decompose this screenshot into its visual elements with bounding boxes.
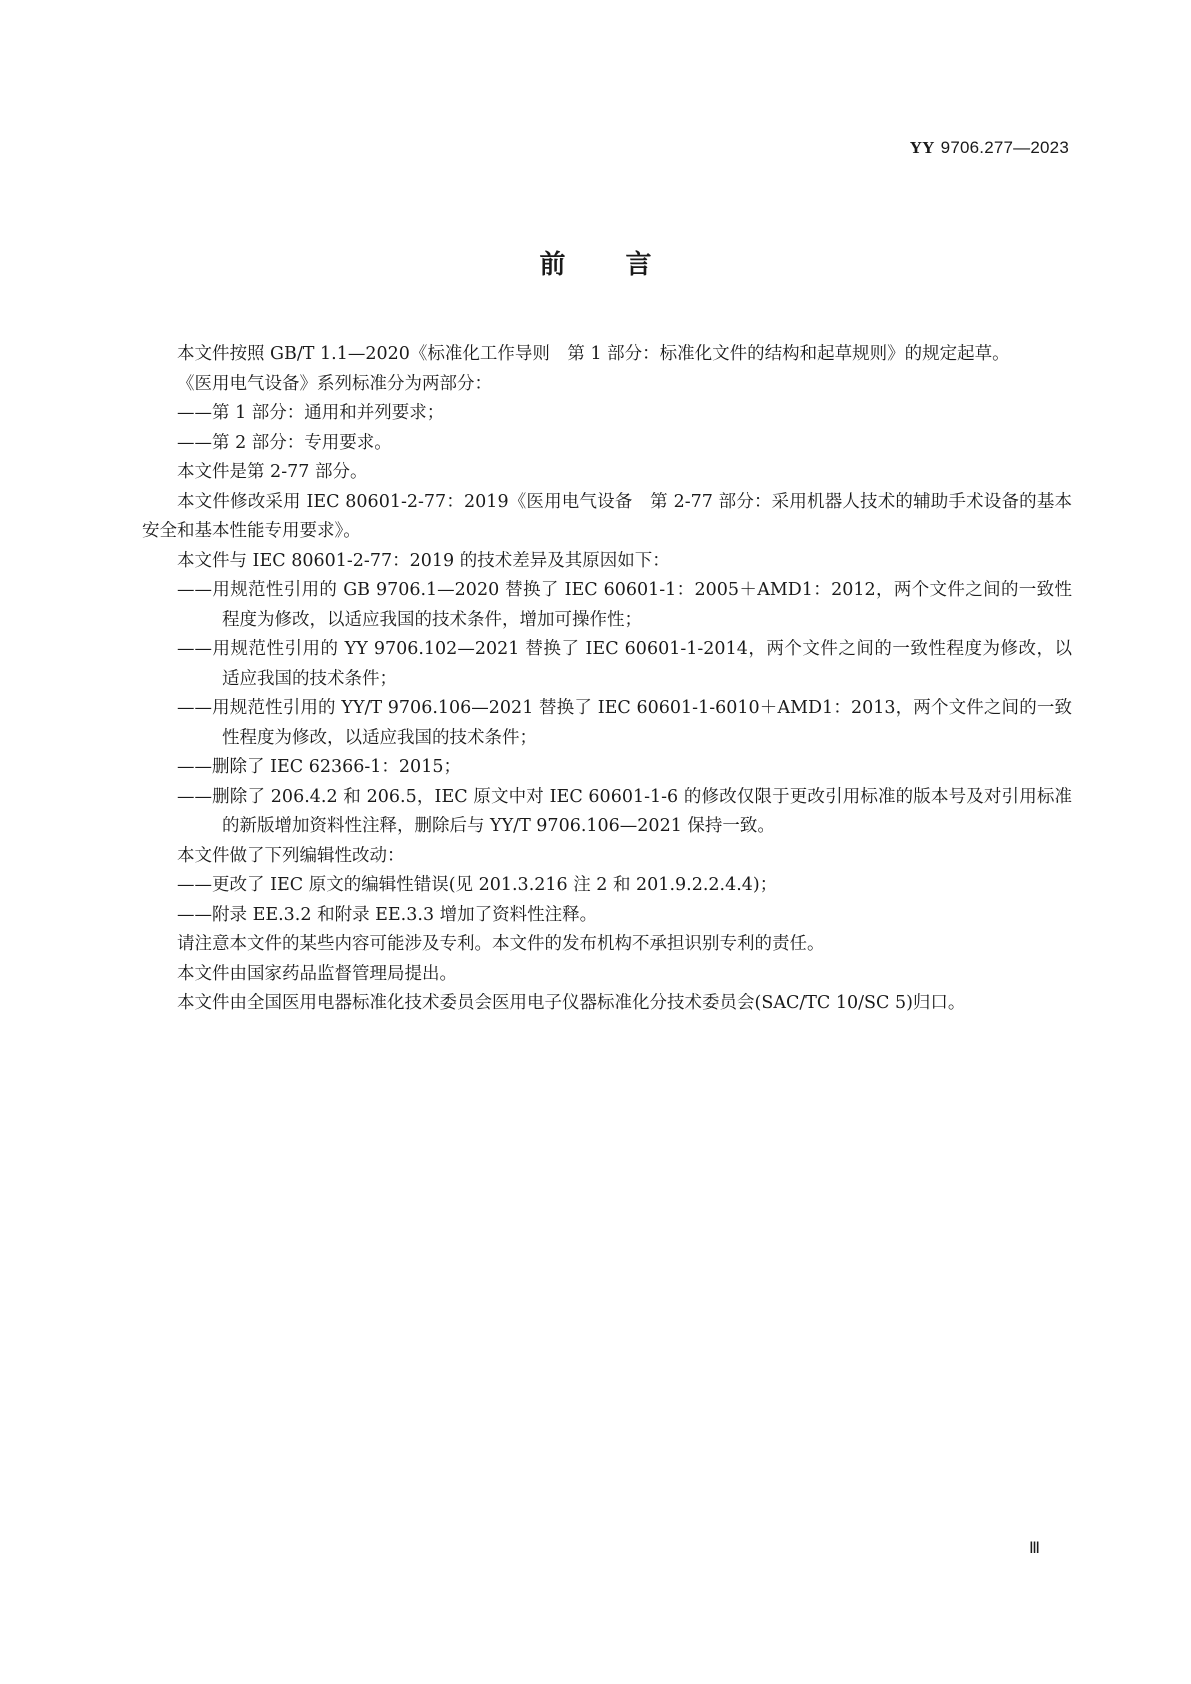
list-item: ——更改了 IEC 原文的编辑性错误(见 201.3.216 注 2 和 201.9.2.2.4.4)； [177,875,778,895]
paragraph: 《医用电气设备》系列标准分为两部分： [177,373,492,394]
foreword-body [142,340,1072,1019]
document-code-number: 9706.277—2023 [940,138,1069,157]
paragraph: 本文件由国家药品监督管理局提出。 [177,963,457,984]
list-item: ——删除了 IEC 62366-1：2015； [177,757,461,777]
paragraph: 本文件是第 2-77 部分。 [177,462,368,482]
paragraph: 本文件由全国医用电器标准化技术委员会医用电子仪器标准化分技术委员会(SAC/TC 10/SC 5)归口。 [177,993,966,1013]
list-item: ——用规范性引用的 YY 9706.102—2021 替换了 IEC 60601-1-2014，两个文件之间的一致性程度为修改，以适应我国的技术条件； [177,639,1072,689]
document-code-prefix: YY [909,138,935,157]
list-item: ——附录 EE.3.2 和附录 EE.3.3 增加了资料性注释。 [177,904,598,925]
page-number: Ⅲ [1029,1540,1041,1557]
page-title [0,244,1191,281]
list-item: ——用规范性引用的 GB 9706.1—2020 替换了 IEC 60601-1：2005＋AMD1：2012，两个文件之间的一致性程度为修改，以适应我国的技术条件，增加可操作性； [177,580,1072,630]
paragraph: 本文件与 IEC 80601-2-77：2019 的技术差异及其原因如下： [177,550,670,571]
title-char-2: 言 [625,250,652,280]
paragraph: 本文件做了下列编辑性改动： [177,845,405,866]
list-item: ——第 1 部分：通用和并列要求； [177,403,445,423]
paragraph: 本文件修改采用 IEC 80601-2-77：2019《医用电气设备 第 2-77 部分：采用机器人技术的辅助手术设备的基本安全和基本性能专用要求》。 [142,491,1072,541]
list-item: ——删除了 206.4.2 和 206.5，IEC 原文中对 IEC 60601-1-6 的修改仅限于更改引用标准的版本号及对引用标准的新版增加资料性注释，删除后与 YY/T 9706.106—2021 保持一致。 [177,786,1072,836]
paragraph: 本文件按照 GB/T 1.1—2020《标准化工作导则 第 1 部分：标准化文件的结构和起草规则》的规定起草。 [177,344,1010,364]
document-code [910,138,1069,158]
list-item: ——第 2 部分：专用要求。 [177,432,392,453]
paragraph: 请注意本文件的某些内容可能涉及专利。本文件的发布机构不承担识别专利的责任。 [177,934,825,954]
title-char-1: 前 [539,250,566,280]
list-item: ——用规范性引用的 YY/T 9706.106—2021 替换了 IEC 60601-1-6010＋AMD1：2013，两个文件之间的一致性程度为修改，以适应我国的技术条件； [177,698,1072,748]
